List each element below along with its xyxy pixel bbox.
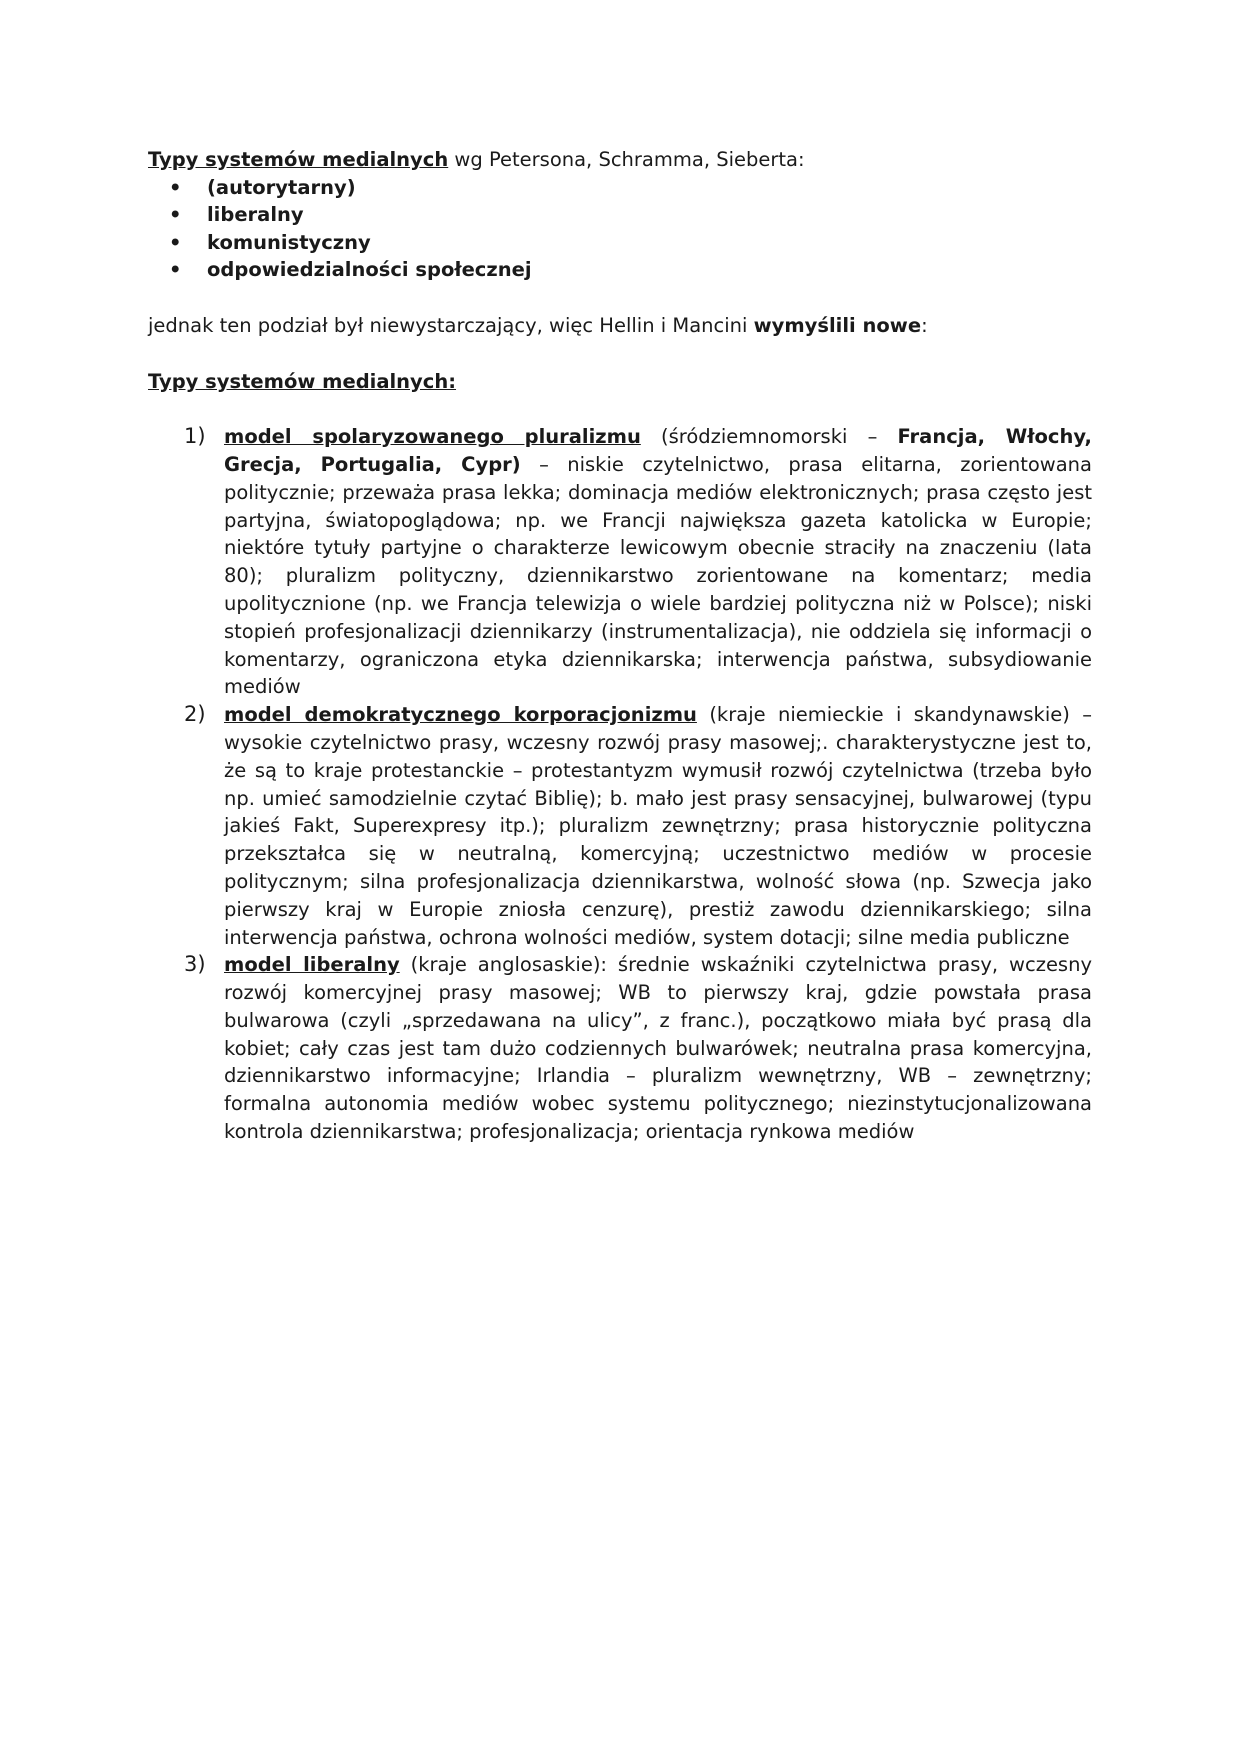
transition-paragraph bbox=[148, 312, 1092, 340]
intro-heading: Typy systemów medialnych bbox=[148, 148, 449, 171]
model-item bbox=[148, 701, 1092, 951]
model-item bbox=[148, 423, 1092, 701]
transition-bold: wymyślili nowe bbox=[753, 313, 922, 337]
intro-line bbox=[148, 146, 1092, 174]
bullet-icon: • bbox=[169, 258, 182, 282]
transition-text: jednak ten podział był niewystarczający, więc Hellin i Mancini bbox=[148, 313, 754, 337]
model-title: model demokratycznego korporacjonizmu bbox=[224, 703, 697, 727]
list-item-text: (autorytarny) bbox=[207, 175, 356, 199]
item-number: 3) bbox=[184, 952, 206, 977]
model-prefix: (kraje anglosaskie): średnie wskaźniki czytelnictwa prasy, wczesny rozwój komercyjnej prasy masowej; WB to pierwszy kraj, gdzie powstała prasa bulwarowa (czyli „sprzedawana na ulicy”, z franc.), początkowo miała być prasą dla kobiet; cały czas jest tam dużo codziennych bulwarówek; neutralna prasa komercyjna, dziennikarstwo informacyjne; Irlandia – pluralizm wewnętrzny, WB – zewnętrzny; formalna autonomia mediów wobec systemu politycznego; niezinstytucjonalizowana kontrola dziennikarstwa; profesjonalizacja; orientacja rynkowa mediów bbox=[224, 953, 1092, 1144]
models-list bbox=[148, 423, 1092, 1146]
system-types-list bbox=[148, 174, 1092, 284]
list-item bbox=[148, 201, 1092, 229]
bullet-icon: • bbox=[169, 203, 182, 227]
document-page bbox=[148, 146, 1092, 1146]
list-item-text: odpowiedzialności społecznej bbox=[207, 258, 532, 282]
model-body: – niskie czytelnictwo, prasa elitarna, zorientowana politycznie; przeważa prasa lekka; dominacja mediów elektronicznych; prasa często jest partyjna, światopoglądowa; np. we Francji największa gazeta katolicka w Europie; niektóre tytuły partyjne o charakterze lewicowym obecnie straciły na znaczeniu (lata 80); pluralizm polityczny, dziennikarstwo zorientowane na komentarz; media upolitycznione (np. we Francja telewizja o wiele bardziej polityczna niż w Polsce); niski stopień profesjonalizacji dziennikarzy (instrumentalizacja), nie oddziela się informacji o komentarzy, ograniczona etyka dziennikarska; interwencja państwa, subsydiowanie mediów bbox=[224, 452, 1092, 699]
bullet-icon: • bbox=[169, 175, 182, 199]
intro-heading-suffix: wg Petersona, Schramma, Sieberta: bbox=[448, 148, 805, 171]
item-number: 2) bbox=[184, 702, 206, 727]
section-heading: Typy systemów medialnych: bbox=[148, 369, 457, 393]
list-item bbox=[148, 229, 1092, 257]
model-title: model spolaryzowanego pluralizmu bbox=[224, 425, 641, 449]
bullet-icon: • bbox=[169, 230, 182, 254]
list-item bbox=[148, 256, 1092, 284]
item-number: 1) bbox=[184, 424, 206, 449]
model-title: model liberalny bbox=[224, 953, 400, 977]
list-item bbox=[148, 174, 1092, 202]
model-prefix: (śródziemnomorski – bbox=[640, 425, 898, 449]
model-prefix: (kraje niemieckie i skandynawskie) – wysokie czytelnictwo prasy, wczesny rozwój prasy masowej;. charakterystyczne jest to, że są to kraje protestanckie – protestantyzm wymusił rozwój czytelnictwa (trzeba było np. umieć samodzielnie czytać Biblię); b. mało jest prasy sensacyjnej, bulwarowej (typu jakieś Fakt, Superexpresy itp.); pluralizm zewnętrzny; prasa historycznie polityczna przekształca się w neutralną, komercyjną; uczestnictwo mediów w procesie politycznym; silna profesjonalizacja dziennikarstwa, wolność słowa (np. Szwecja jako pierwszy kraj w Europie zniosła cenzurę), prestiż zawodu dziennikarskiego; silna interwencja państwa, ochrona wolności mediów, system dotacji; silne media publiczne bbox=[224, 703, 1092, 949]
transition-suffix: : bbox=[921, 313, 928, 337]
list-item-text: komunistyczny bbox=[207, 230, 371, 254]
model-countries: Francja, Włochy, Grecja, Portugalia, Cypr) bbox=[224, 425, 1092, 476]
list-item-text: liberalny bbox=[207, 203, 304, 227]
model-item bbox=[148, 951, 1092, 1146]
